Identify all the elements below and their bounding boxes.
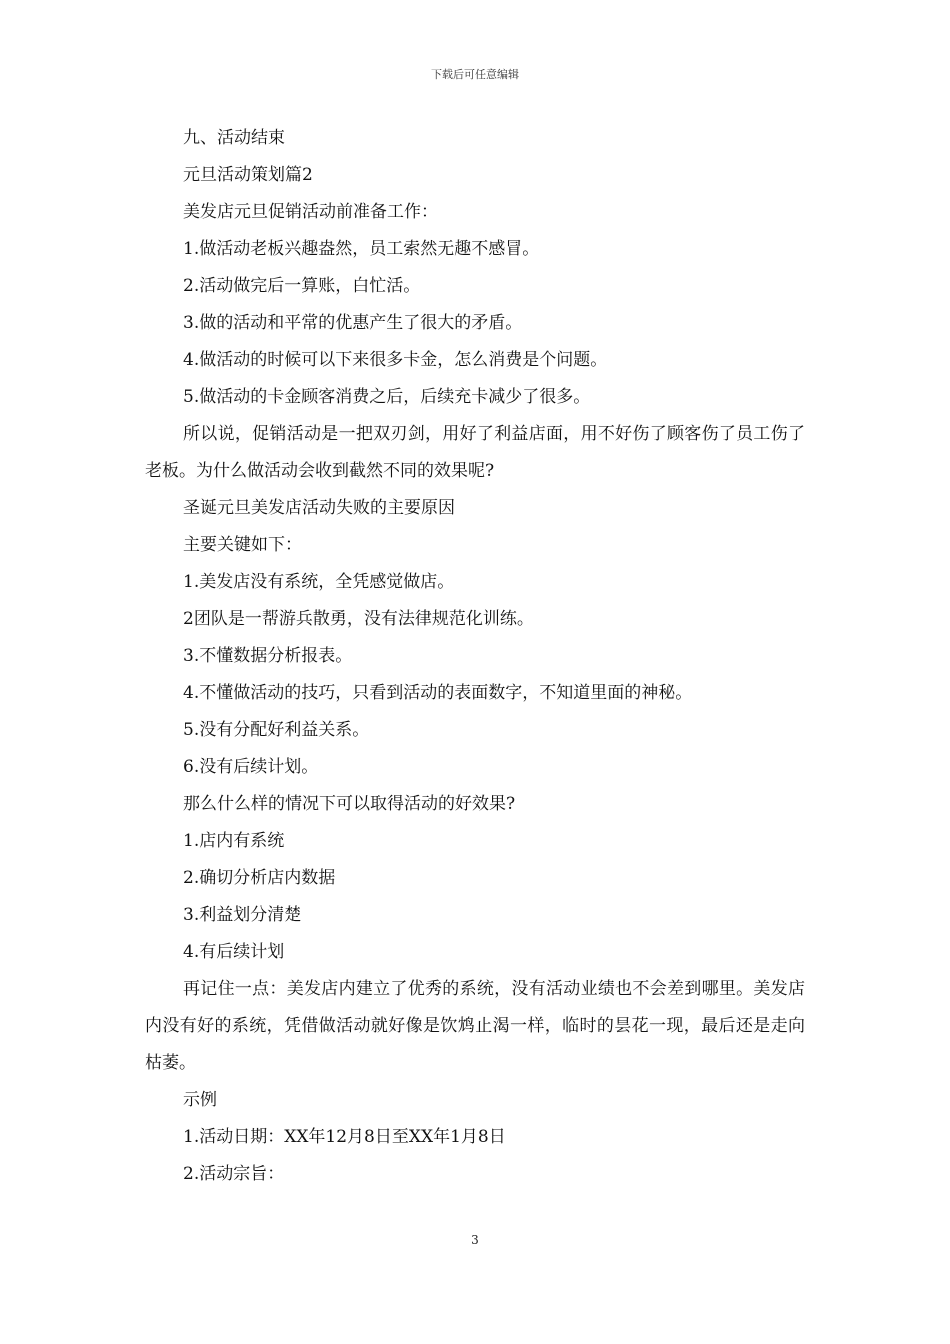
paragraph: 2团队是一帮游兵散勇，没有法律规范化训练。 bbox=[183, 609, 534, 629]
paragraph: 示例 bbox=[183, 1090, 217, 1110]
paragraph: 3.利益划分清楚 bbox=[183, 905, 302, 925]
paragraph: 1.美发店没有系统，全凭感觉做店。 bbox=[183, 572, 455, 592]
paragraph: 5.没有分配好利益关系。 bbox=[183, 720, 370, 740]
paragraph: 3.不懂数据分析报表。 bbox=[183, 646, 353, 666]
paragraph: 2.活动做完后一算账，白忙活。 bbox=[183, 276, 421, 296]
paragraph: 九、活动结束 bbox=[183, 128, 285, 148]
document-body bbox=[145, 120, 805, 1193]
paragraph: 那么什么样的情况下可以取得活动的好效果? bbox=[183, 794, 516, 814]
paragraph: 2.活动宗旨： bbox=[183, 1164, 285, 1184]
page-number: 3 bbox=[471, 1233, 479, 1247]
paragraph: 再记住一点：美发店内建立了优秀的系统，没有活动业绩也不会差到哪里。美发店内没有好的系统，凭借做活动就好像是饮鸩止渴一样，临时的昙花一现，最后还是走向枯萎。 bbox=[145, 979, 805, 1073]
paragraph: 4.有后续计划 bbox=[183, 942, 285, 962]
paragraph: 1.店内有系统 bbox=[183, 831, 285, 851]
paragraph: 元旦活动策划篇2 bbox=[183, 165, 313, 185]
paragraph: 3.做的活动和平常的优惠产生了很大的矛盾。 bbox=[183, 313, 523, 333]
paragraph: 4.做活动的时候可以下来很多卡金，怎么消费是个问题。 bbox=[183, 350, 608, 370]
paragraph: 5.做活动的卡金顾客消费之后，后续充卡减少了很多。 bbox=[183, 387, 591, 407]
paragraph: 6.没有后续计划。 bbox=[183, 757, 319, 777]
paragraph: 圣诞元旦美发店活动失败的主要原因 bbox=[183, 498, 455, 518]
paragraph: 4.不懂做活动的技巧，只看到活动的表面数字，不知道里面的神秘。 bbox=[183, 683, 693, 703]
paragraph: 2.确切分析店内数据 bbox=[183, 868, 336, 888]
paragraph: 1.活动日期：XX年12月8日至XX年1月8日 bbox=[183, 1127, 506, 1147]
paragraph: 美发店元旦促销活动前准备工作： bbox=[183, 202, 438, 222]
page-header: 下载后可任意编辑 bbox=[431, 68, 519, 81]
paragraph: 主要关键如下： bbox=[183, 535, 302, 555]
paragraph: 所以说，促销活动是一把双刃剑，用好了利益店面，用不好伤了顾客伤了员工伤了老板。为什么做活动会收到截然不同的效果呢? bbox=[145, 424, 805, 481]
paragraph: 1.做活动老板兴趣盎然，员工索然无趣不感冒。 bbox=[183, 239, 540, 259]
